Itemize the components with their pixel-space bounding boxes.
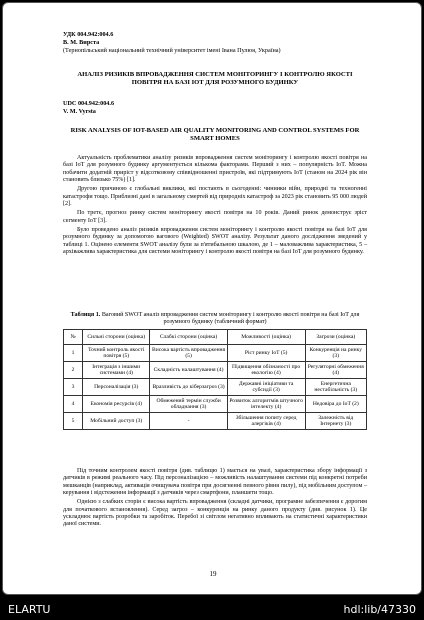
paragraph-5: Під точним контролем якості повітря (див. таблицю 1) мається на увазі, характеристика збору інформації з датчиків в режимі реального часу. Під персоналізацією – можливість налаштування системи під конкретні потреби мешканців (наприклад, активація очищувача повітря при досягненні певного рівня пилу), під мобільним доступом – керування і відстеження інформації з датчиків через смартфони, планшети тощо. (63, 468, 367, 497)
table-cell: Залежність від Інтернету (3) (305, 412, 366, 429)
table-header-row (64, 329, 367, 344)
table-row (64, 395, 367, 412)
table-cell: Регуляторні обмеження (4) (305, 361, 366, 378)
header-threats: Загрози (оцінка) (305, 329, 366, 344)
table-cell: Розвиток алгоритмів штучного інтелекту (4) (227, 395, 305, 412)
author-uk: В. М. Вирста (63, 39, 100, 46)
title-en: RISK ANALYSIS OF IOT-BASED AIR QUALITY MONITORING AND CONTROL SYSTEMS FOR SMART HOMES (70, 127, 360, 143)
table-cell: Обмежений термін служби обладнання (3) (150, 395, 227, 412)
table-cell: Ріст ринку IoT (5) (227, 344, 305, 361)
table-row (64, 412, 367, 429)
swot-table (63, 329, 367, 430)
handle-label: hdl:lib/47330 (343, 603, 416, 616)
paragraph-3: По третє, прогноз ринку систем моніторингу якості повітря на 10 років. Даний ринок демонструє зріст сегменту IoT [3]. (63, 210, 367, 224)
table-row (64, 378, 367, 395)
header-uk (63, 31, 367, 55)
document-page (2, 2, 422, 595)
table-cell: 3 (64, 378, 83, 395)
paragraph-4: Було проведено аналіз ризиків впровадження систем моніторингу і контролю якості повітря на базі IoT для розумного будинку за допомогою вагового (Weighted) SWOT аналізу. Результат даного дослідження зведений у таблиці 1. Оцінено елементи SWOT аналізу були за п'ятибальною шкалою, де 1 – маловажлива характеристика, 5 – архіважлива характеристика для системи моніторингу і контролю якості повітря на базі IoT для розумного будинку. (63, 227, 367, 256)
header-weaknesses: Слабкі сторони (оцінка) (150, 329, 227, 344)
table-caption-text: Ваговий SWOT аналіз впровадження систем моніторингу і контролю якості повітря на базі IoT для розумного будинку (табличний формат) (101, 312, 360, 326)
table-row (64, 344, 367, 361)
footer-bar (0, 598, 424, 620)
header-en (63, 100, 367, 116)
table-cell: Персоналізація (3) (83, 378, 150, 395)
header-strengths: Сильні сторони (оцінка) (83, 329, 150, 344)
table-caption (63, 312, 367, 327)
table-cell: Складність налаштування (4) (150, 361, 227, 378)
repository-label: ELARTU (8, 603, 51, 616)
table-cell: Економія ресурсів (4) (83, 395, 150, 412)
affiliation-uk: (Тернопільський національний технічний університет імені Івана Пулюя, Україна) (63, 47, 281, 54)
table-cell: Точний контроль якості повітря (5) (83, 344, 150, 361)
table-cell: Інтеграція з іншими системами (4) (83, 361, 150, 378)
table-caption-label: Таблиця 1. (70, 312, 101, 318)
title-uk: АНАЛІЗ РИЗИКІВ ВПРОВАДЖЕННЯ СИСТЕМ МОНІТОРИНГУ І КОНТРОЛЮ ЯКОСТІ ПОВІТРЯ НА БАЗІ IOT ДЛЯ РОЗУМНОГО БУДИНКУ (77, 71, 353, 87)
udc-uk: УДК 004.942:004.6 (63, 31, 114, 38)
paragraph-2: Другою причиною є глобальні виклики, які постають в сьогоденні: чинники війн, природні та техногенні катастрофи тощо. Приблизні дані в загальному смертей від природніх катастроф за 2023 рік становить 95 000 людей [2]. (63, 186, 367, 208)
table-cell: 1 (64, 344, 83, 361)
page-number: 19 (209, 570, 217, 578)
udc-en: UDC 004.942:004.6 (63, 100, 115, 107)
table-cell: Державні ініціативи та субсидії (3) (227, 378, 305, 395)
table-cell: Вразливість до кіберзагроз (3) (150, 378, 227, 395)
table-cell: Підвищення обізнаності про екологію (4) (227, 361, 305, 378)
table-cell: Недовіра до IoT (2) (305, 395, 366, 412)
table-block (63, 312, 367, 430)
table-cell: Висока вартість впровадження (5) (150, 344, 227, 361)
table-row (64, 361, 367, 378)
header-opportunities: Можливості (оцінка) (227, 329, 305, 344)
table-cell: 4 (64, 395, 83, 412)
paragraph-1: Актуальність проблематики аналізу ризиків впровадження систем моніторингу і контролю якості повітря на базі IoT для розумного будинку аргументується кількома факторами. Перший з них – популярність IoT. Можна побачити додатній приріст у відсотковому співвідношенні пристроїв, які підтримують IoT (станом на 2024 рік він становить близько 75%) [1]. (63, 155, 367, 184)
header-number: № (64, 329, 83, 344)
table-cell: 5 (64, 412, 83, 429)
table-cell: Збільшення попиту серед алергіків (4) (227, 412, 305, 429)
table-cell: - (150, 412, 227, 429)
body-text-before (63, 155, 367, 256)
body-text-after (63, 468, 367, 529)
author-en: V. M. Vyrsta (63, 108, 96, 115)
table-cell: Мобільний доступ (3) (83, 412, 150, 429)
table-cell: Енергетична нестабільність (3) (305, 378, 366, 395)
table-cell: Конкуренція на ринку (3) (305, 344, 366, 361)
table-cell: 2 (64, 361, 83, 378)
paragraph-6: Однією з слабких сторін є висока вартість впровадження (складні датчики, програмне забезпечення є дорогим для початкового встановлення). Серед загроз – конкуренція на ринку даного продукту (див. рисунок 1). Це ускладнює вартість розробки та заробіток. Перебої зі світлом негативно впливають на статистичні характеристики даної системи. (63, 499, 367, 528)
